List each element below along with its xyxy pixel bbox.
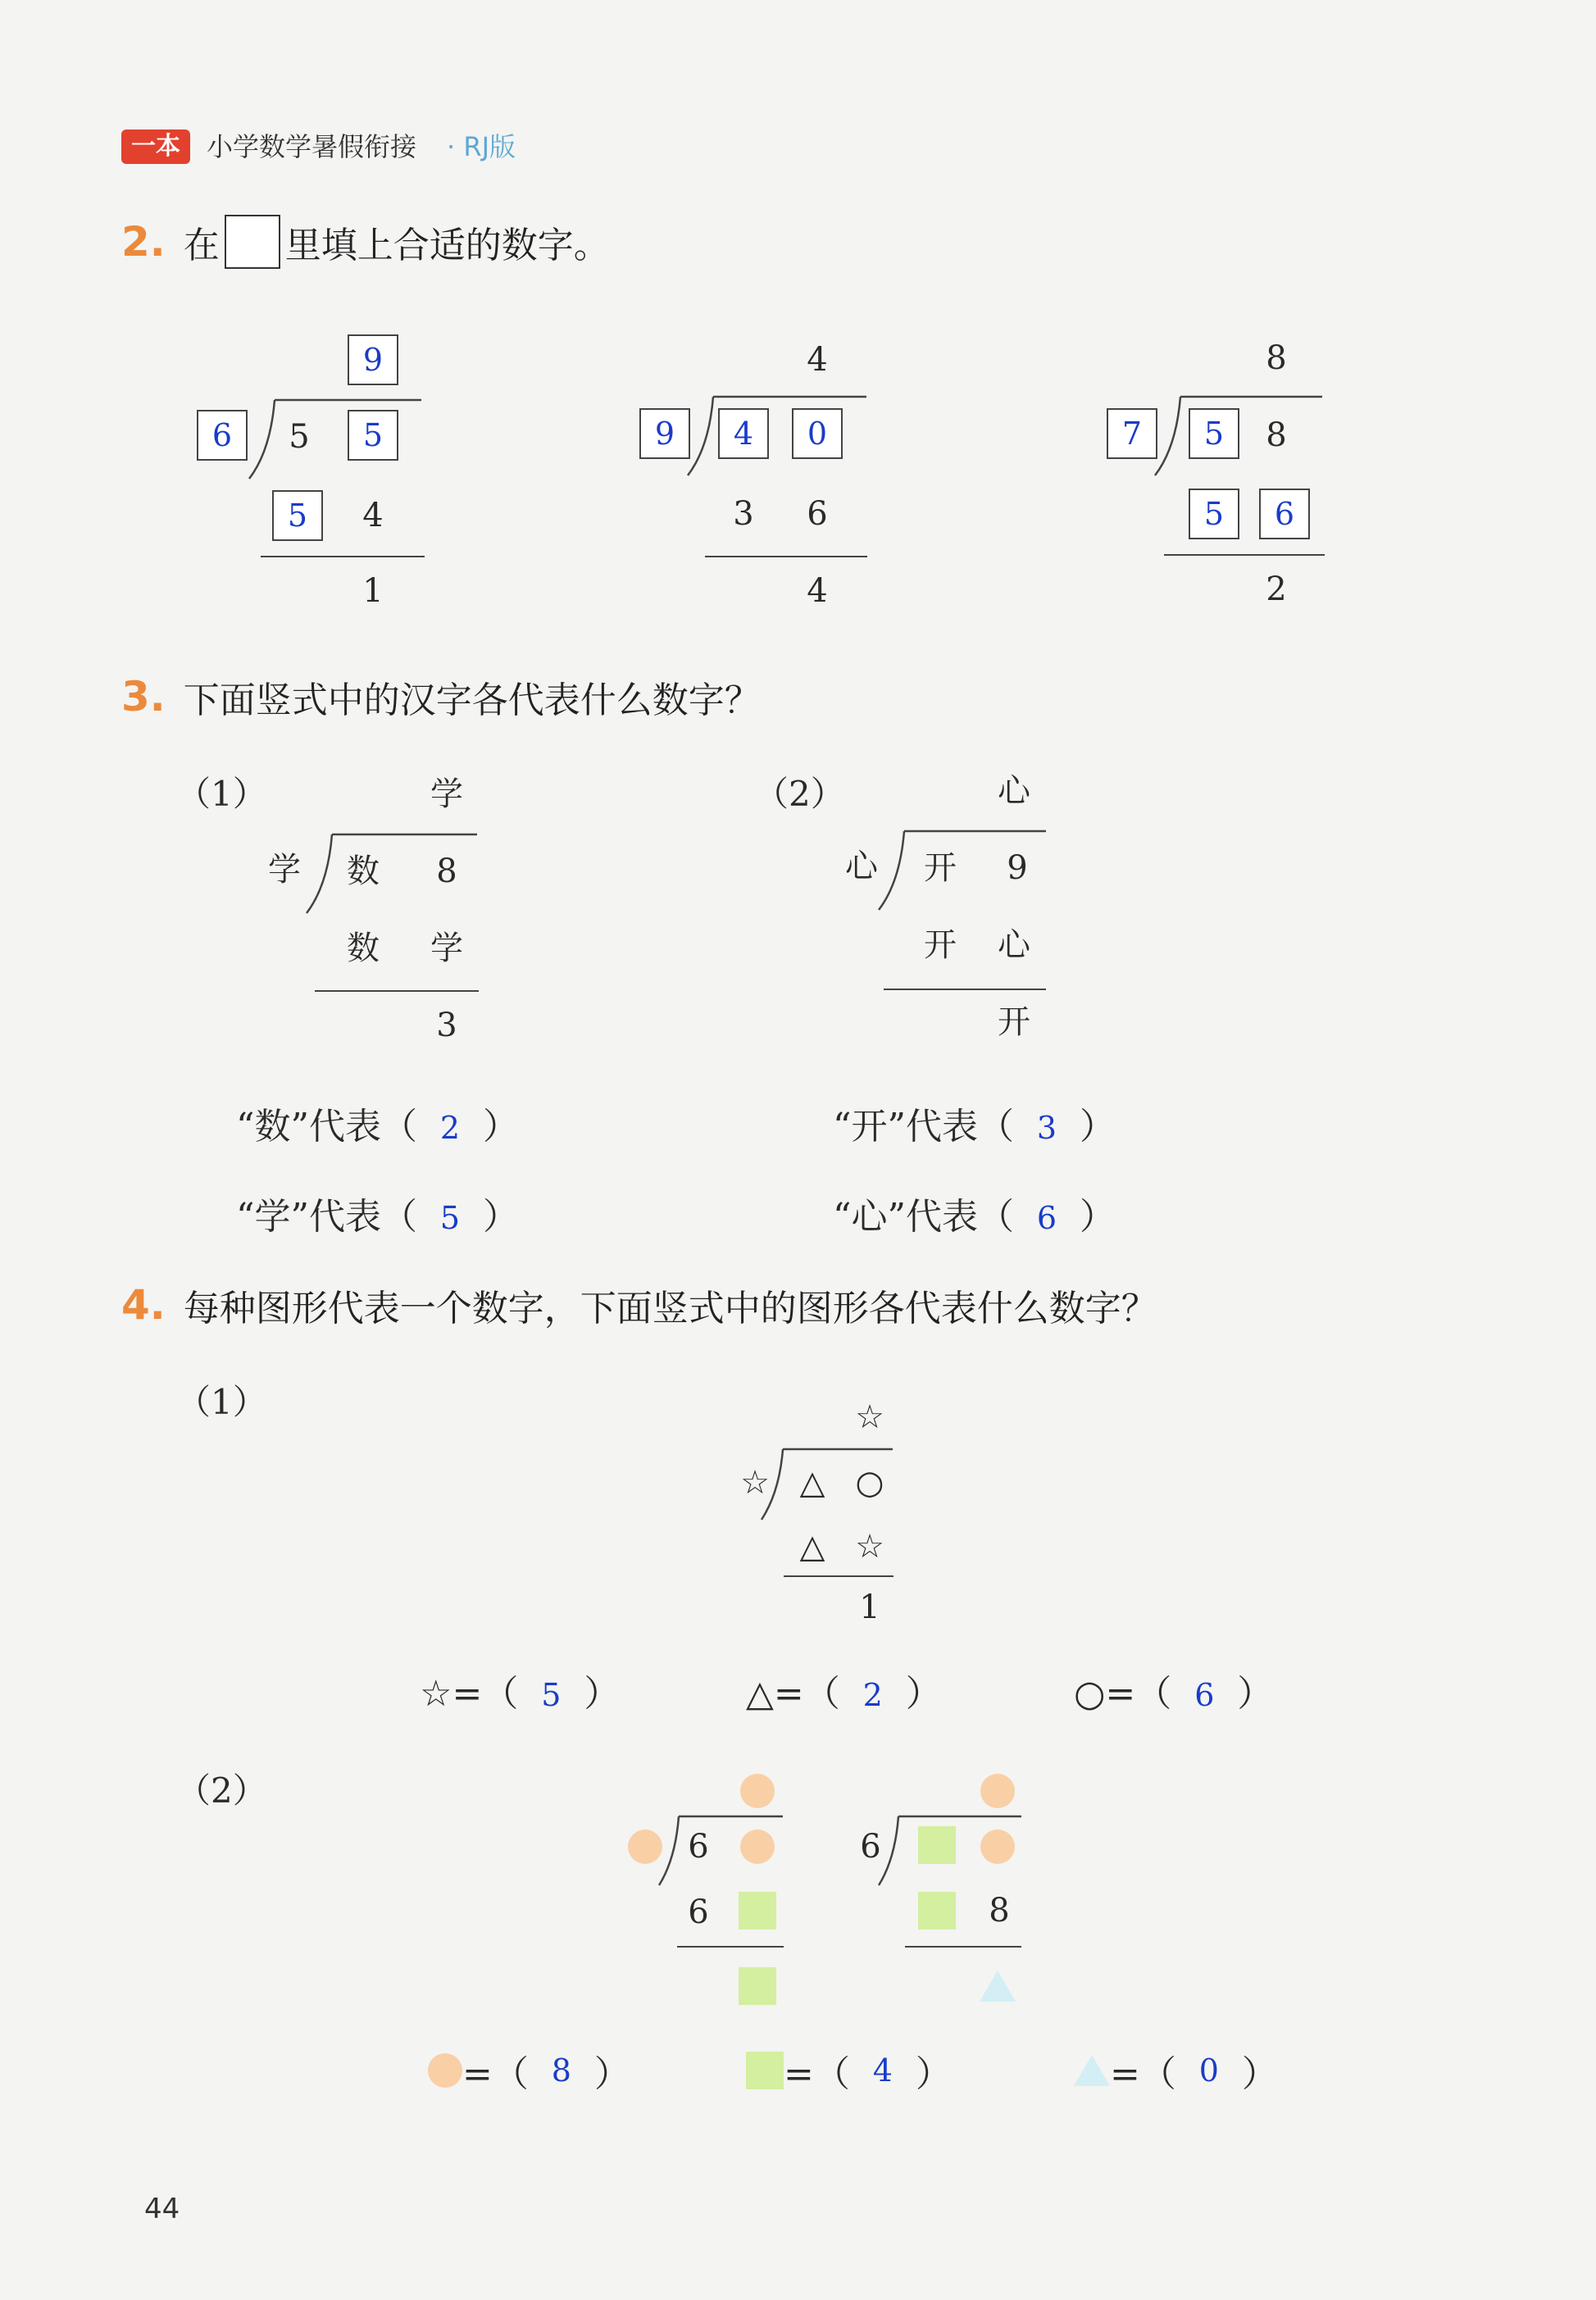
- answer-value[interactable]: 2: [439, 1110, 461, 1146]
- dividend-box[interactable]: 0: [792, 408, 843, 459]
- division-bracket: [684, 390, 873, 480]
- answer-value[interactable]: 8: [551, 2052, 571, 2089]
- quotient-box[interactable]: 9: [348, 334, 398, 385]
- quotient-digit: 8: [1266, 339, 1287, 377]
- divisor-digit: 6: [860, 1828, 881, 1866]
- product-digit: 6: [807, 495, 828, 533]
- square-icon: [739, 1892, 776, 1930]
- dividend-digit: 5: [289, 418, 310, 456]
- dividend-box[interactable]: 4: [718, 408, 769, 459]
- q4-p2-label: （2）: [176, 1770, 267, 1811]
- product-digit: 6: [688, 1893, 709, 1931]
- q3-number: 3.: [121, 673, 166, 720]
- q3-p2-label: （2）: [754, 774, 845, 814]
- triangle-icon: [980, 1970, 1016, 2002]
- product-box[interactable]: 5: [1189, 489, 1239, 539]
- dividend-box[interactable]: 5: [348, 410, 398, 461]
- divisor-box[interactable]: 9: [639, 408, 690, 459]
- q3-answer-xue: “学”代表（ 5 ）: [236, 1196, 519, 1238]
- page-number: 44: [144, 2193, 180, 2225]
- answer-value[interactable]: 5: [541, 1677, 562, 1713]
- q3-answer-xin: “心”代表（ 6 ）: [833, 1196, 1116, 1238]
- q2-heading: [121, 215, 610, 269]
- circle-icon: [740, 1830, 775, 1864]
- q3-answer-shu: “数”代表（ 2 ）: [236, 1106, 519, 1148]
- square-icon: [918, 1826, 956, 1864]
- remainder-char: 3: [436, 1007, 457, 1044]
- triangle-icon: △: [799, 1528, 825, 1566]
- q3-answer-kai: “开”代表（ 3 ）: [833, 1106, 1116, 1148]
- q4-heading: [121, 1279, 1157, 1331]
- quotient-char: 学: [430, 775, 463, 813]
- product-digit: 4: [362, 497, 384, 534]
- triangle-icon: △: [746, 1673, 774, 1715]
- q4-answer-triangle-shape: =（ 0 ）: [1074, 2044, 1278, 2097]
- q3-text: 下面竖式中的汉字各代表什么数字？: [183, 680, 761, 721]
- subtraction-line: [315, 990, 479, 992]
- circle-icon: [980, 1830, 1015, 1864]
- remainder-char: 开: [998, 1003, 1030, 1041]
- divisor-char: 心: [845, 848, 878, 885]
- product-box[interactable]: 6: [1259, 489, 1310, 539]
- triangle-icon: [1074, 2055, 1110, 2086]
- star-icon: ☆: [855, 1398, 884, 1436]
- remainder-digit: 2: [1266, 570, 1287, 608]
- square-icon: [739, 1967, 776, 2005]
- quotient-digit: 4: [807, 341, 828, 379]
- dividend-char: 数: [347, 852, 380, 890]
- subtraction-line: [705, 556, 867, 557]
- answer-value[interactable]: 3: [1036, 1110, 1057, 1146]
- circle-icon: [980, 1774, 1015, 1808]
- answer-value[interactable]: 4: [872, 2052, 893, 2089]
- product-digit: 3: [733, 495, 754, 533]
- subtraction-line: [677, 1946, 784, 1948]
- q3-heading: [121, 670, 761, 723]
- answer-value[interactable]: 6: [1194, 1677, 1215, 1713]
- remainder-digit: 1: [859, 1589, 880, 1626]
- q4-answer-circle-shape: =（ 8 ）: [428, 2044, 630, 2097]
- book-title: 小学数学暑假衔接: [207, 131, 417, 162]
- dividend-digit: 8: [1266, 416, 1287, 454]
- q2-text-b: 里填上合适的数字。: [284, 225, 610, 266]
- subtraction-line: [905, 1946, 1021, 1948]
- division-bracket: [246, 393, 426, 484]
- product-digit: 8: [989, 1892, 1010, 1930]
- brand-logo: 一本: [121, 130, 190, 164]
- q4-number: 4.: [121, 1281, 166, 1329]
- q2-number: 2.: [121, 218, 166, 266]
- dividend-char: 8: [436, 852, 457, 890]
- answer-value[interactable]: 2: [862, 1677, 883, 1713]
- dividend-digit: 6: [688, 1828, 709, 1866]
- divisor-box[interactable]: 7: [1107, 408, 1157, 459]
- q3-p1-label: （1）: [176, 774, 267, 814]
- q4-answer-star: ☆=（ 5 ）: [420, 1673, 621, 1715]
- answer-value[interactable]: 5: [439, 1200, 461, 1236]
- circle-icon: [740, 1774, 775, 1808]
- square-icon: [746, 2052, 784, 2089]
- square-icon: [918, 1892, 956, 1930]
- answer-value[interactable]: 6: [1036, 1200, 1057, 1236]
- divisor-char: 学: [268, 851, 301, 889]
- answer-box-icon: [225, 215, 280, 269]
- product-char: 心: [998, 926, 1030, 964]
- q4-text: 每种图形代表一个数字，下面竖式中的图形各代表什么数字？: [183, 1288, 1157, 1330]
- circle-icon: ○: [855, 1464, 884, 1502]
- q4-answer-triangle: △=（ 2 ）: [746, 1673, 942, 1715]
- star-icon: ☆: [740, 1464, 770, 1502]
- product-box[interactable]: 5: [272, 490, 323, 541]
- book-edition: · RJ版: [447, 131, 516, 162]
- q4-p1-label: （1）: [176, 1382, 267, 1422]
- star-icon: ☆: [855, 1528, 884, 1566]
- divisor-box[interactable]: 6: [197, 410, 248, 461]
- dividend-char: 9: [1007, 849, 1028, 887]
- answer-value[interactable]: 0: [1198, 2052, 1219, 2089]
- star-icon: ☆: [420, 1673, 452, 1715]
- product-char: 数: [347, 930, 380, 967]
- product-char: 开: [924, 926, 957, 964]
- circle-icon: ○: [1074, 1673, 1106, 1715]
- q4-answer-square-shape: =（ 4 ）: [746, 2044, 952, 2097]
- subtraction-line: [261, 556, 425, 557]
- subtraction-line: [784, 1575, 893, 1577]
- remainder-digit: 4: [807, 572, 828, 610]
- subtraction-line: [1164, 554, 1325, 556]
- remainder-digit: 1: [362, 572, 384, 610]
- subtraction-line: [884, 989, 1046, 990]
- triangle-icon: △: [799, 1464, 825, 1502]
- division-bracket: [1152, 390, 1336, 480]
- q4-answer-circle: ○=（ 6 ）: [1074, 1673, 1274, 1715]
- product-char: 学: [430, 930, 463, 967]
- dividend-char: 开: [924, 849, 957, 887]
- circle-icon: [428, 2053, 462, 2088]
- q2-text-a: 在: [183, 225, 220, 266]
- dividend-box[interactable]: 5: [1189, 408, 1239, 459]
- quotient-char: 心: [998, 772, 1030, 810]
